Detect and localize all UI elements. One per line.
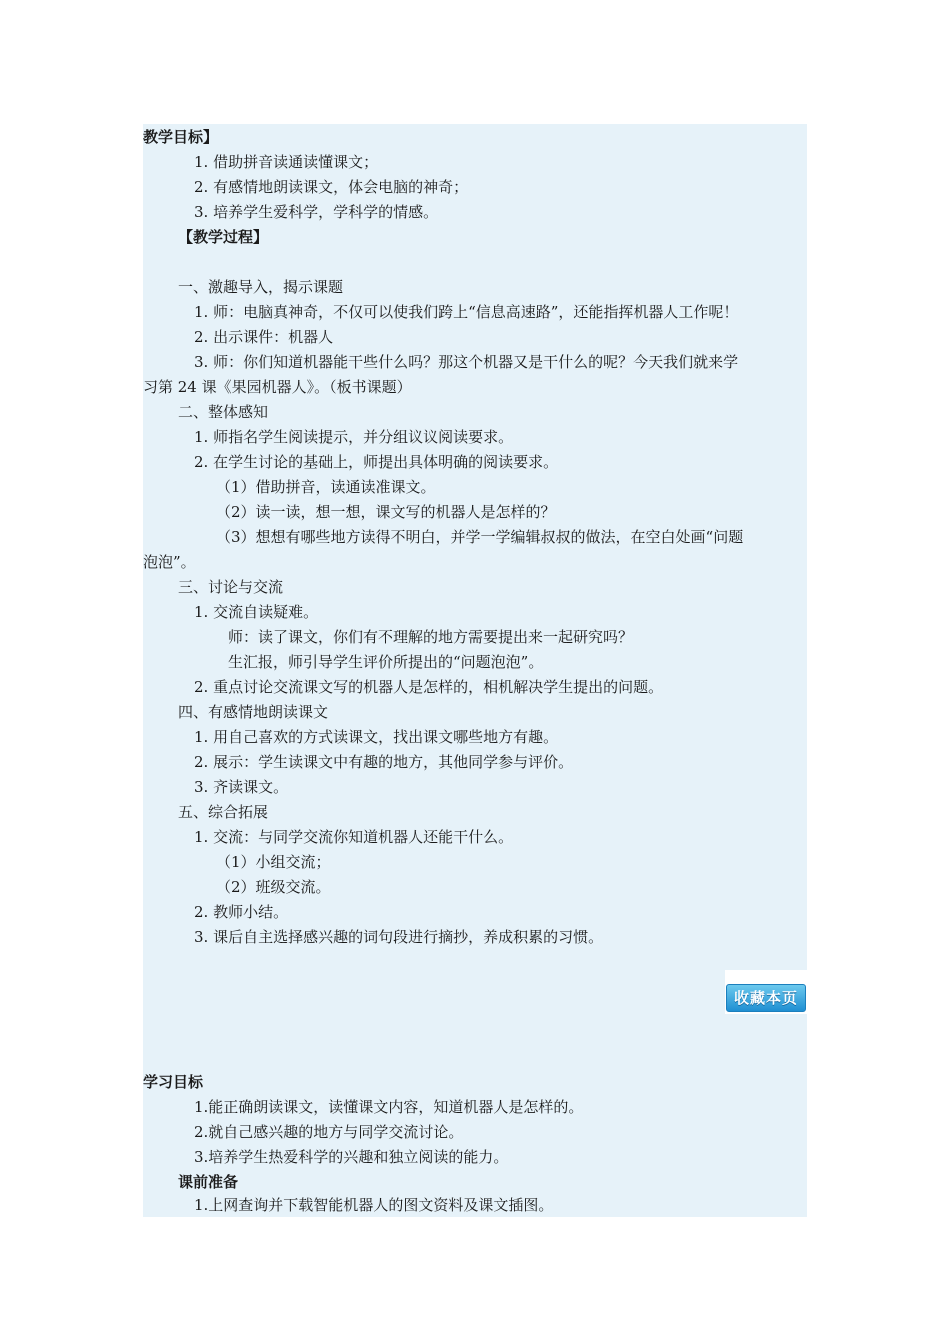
process-line: 3. 齐读课文。 (194, 778, 289, 796)
learning-goal-item: 3.培养学生热爱科学的兴趣和独立阅读的能力。 (194, 1148, 509, 1166)
process-heading: 二、整体感知 (178, 403, 269, 421)
preparation-heading: 课前准备 (178, 1173, 239, 1191)
process-line: 2. 在学生讨论的基础上，师提出具体明确的阅读要求。 (194, 453, 559, 471)
process-line: 1. 师指名学生阅读提示，并分组议议阅读要求。 (194, 428, 514, 446)
process-line: 2. 展示：学生读课文中有趣的地方，其他同学参与评价。 (194, 753, 574, 771)
bookmark-area (725, 970, 807, 1014)
process-line: 1. 用自己喜欢的方式读课文，找出课文哪些地方有趣。 (194, 728, 559, 746)
bookmark-button[interactable]: 收藏本页 (726, 984, 806, 1012)
process-subline: （2）读一读，想一想，课文写的机器人是怎样的？ (216, 503, 556, 521)
process-heading: 一、激趣导入，揭示课题 (178, 278, 344, 296)
learning-goals-heading: 学习目标 (143, 1073, 204, 1091)
process-line: 3. 课后自主选择感兴趣的词句段进行摘抄，养成积累的习惯。 (194, 928, 604, 946)
goal-item: 2. 有感情地朗读课文，体会电脑的神奇； (194, 178, 469, 196)
process-subline: 泡泡”。 (143, 553, 196, 571)
teaching-goals-heading: 教学目标】 (143, 128, 219, 146)
process-line: 1. 师：电脑真神奇，不仅可以使我们跨上“信息高速路”，还能指挥机器人工作呢！ (194, 303, 739, 321)
document-panel (143, 124, 807, 1217)
teaching-process-heading: 【教学过程】 (178, 228, 269, 246)
process-line: 1. 交流自读疑难。 (194, 603, 319, 621)
process-subline: （2）班级交流。 (216, 878, 331, 896)
learning-goal-item: 2.就自己感兴趣的地方与同学交流讨论。 (194, 1123, 464, 1141)
process-line: 2. 教师小结。 (194, 903, 289, 921)
goal-item: 3. 培养学生爱科学，学科学的情感。 (194, 203, 439, 221)
process-subline: （1）借助拼音，读通读准课文。 (216, 478, 436, 496)
process-line: 1. 交流：与同学交流你知道机器人还能干什么。 (194, 828, 514, 846)
process-line: 习第 24 课《果园机器人》。（板书课题） (143, 378, 412, 396)
process-line: 2. 出示课件：机器人 (194, 328, 334, 346)
goal-item: 1. 借助拼音读通读懂课文； (194, 153, 379, 171)
learning-goal-item: 1.能正确朗读课文，读懂课文内容，知道机器人是怎样的。 (194, 1098, 584, 1116)
process-subline: 生汇报，师引导学生评价所提出的“问题泡泡”。 (228, 653, 544, 671)
process-subline: （3）想想有哪些地方读得不明白，并学一学编辑叔叔的做法，在空白处画“问题 (216, 528, 744, 546)
process-subline: （1）小组交流； (216, 853, 331, 871)
process-heading: 三、讨论与交流 (178, 578, 284, 596)
process-subline: 师：读了课文，你们有不理解的地方需要提出来一起研究吗？ (228, 628, 634, 646)
process-line: 2. 重点讨论交流课文写的机器人是怎样的，相机解决学生提出的问题。 (194, 678, 664, 696)
process-line: 3. 师：你们知道机器能干些什么吗？那这个机器又是干什么的呢？今天我们就来学 (194, 353, 739, 371)
process-heading: 五、综合拓展 (178, 803, 269, 821)
preparation-item: 1.上网查询并下载智能机器人的图文资料及课文插图。 (194, 1196, 554, 1214)
process-heading: 四、有感情地朗读课文 (178, 703, 329, 721)
